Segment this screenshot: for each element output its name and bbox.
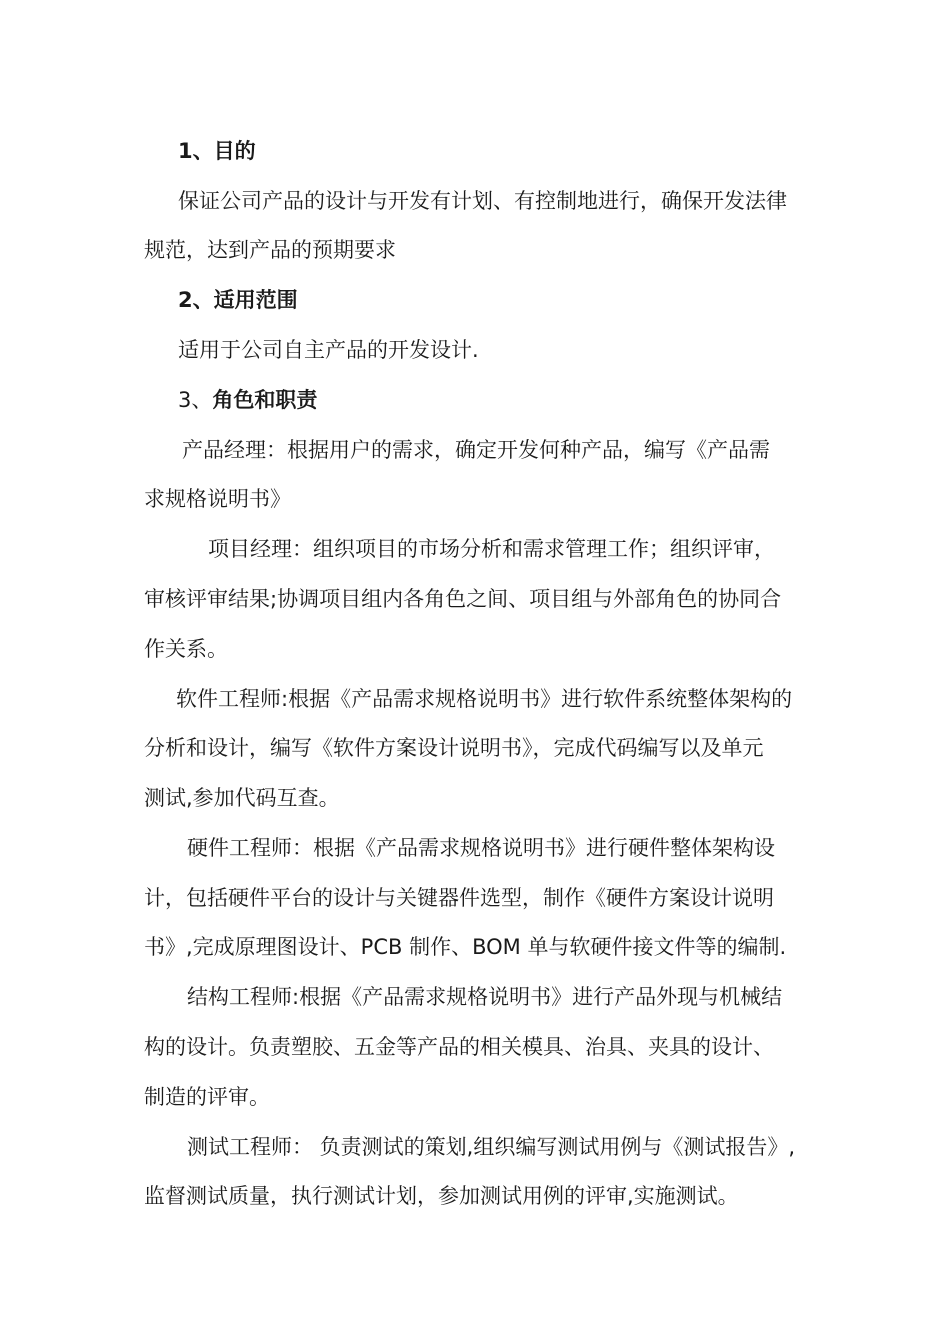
purpose-text-line-1: 保证公司产品的设计与开发有计划、有控制地进行，确保开发法律 bbox=[178, 189, 787, 213]
product-manager-line-1: 产品经理：根据用户的需求，确定开发何种产品，编写《产品需 bbox=[182, 438, 770, 462]
heading-roles-text: 角色和职责 bbox=[212, 388, 318, 412]
software-engineer-line-2: 分析和设计，编写《软件方案设计说明书》，完成代码编写以及单元 bbox=[144, 736, 764, 760]
heading-purpose: 1、目的 bbox=[178, 139, 256, 163]
project-manager-line-1: 项目经理：组织项目的市场分析和需求管理工作；组织评审， bbox=[208, 537, 775, 561]
structural-engineer-line-3: 制造的评审。 bbox=[144, 1085, 270, 1109]
hardware-engineer-line-1: 硬件工程师：根据《产品需求规格说明书》进行硬件整体架构设 bbox=[187, 836, 775, 860]
heading-scope: 2、适用范围 bbox=[178, 288, 298, 312]
structural-engineer-line-2: 构的设计。负责塑胶、五金等产品的相关模具、治具、夹具的设计、 bbox=[144, 1035, 774, 1059]
purpose-text-line-2: 规范，达到产品的预期要求 bbox=[144, 238, 396, 262]
project-manager-line-3: 作关系。 bbox=[144, 637, 228, 661]
test-engineer-line-1: 测试工程师： 负责测试的策划,组织编写测试用例与《测试报告》, bbox=[187, 1135, 796, 1159]
hardware-engineer-line-2: 计，包括硬件平台的设计与关键器件选型，制作《硬件方案设计说明 bbox=[144, 886, 774, 910]
heading-roles bbox=[178, 385, 317, 415]
software-engineer-line-3: 测试,参加代码互查。 bbox=[144, 786, 340, 810]
software-engineer-line-1: 软件工程师:根据《产品需求规格说明书》进行软件系统整体架构的 bbox=[176, 687, 793, 711]
product-manager-line-2: 求规格说明书》 bbox=[144, 487, 291, 511]
project-manager-line-2: 审核评审结果;协调项目组内各角色之间、项目组与外部角色的协同合 bbox=[144, 587, 782, 611]
scope-text: 适用于公司自主产品的开发设计. bbox=[178, 338, 479, 362]
hardware-engineer-line-3: 书》,完成原理图设计、PCB 制作、BOM 单与软硬件接文件等的编制. bbox=[144, 935, 787, 959]
heading-roles-number: 3、 bbox=[178, 388, 213, 412]
test-engineer-line-2: 监督测试质量，执行测试计划，参加测试用例的评审,实施测试。 bbox=[144, 1184, 739, 1208]
structural-engineer-line-1: 结构工程师:根据《产品需求规格说明书》进行产品外现与机械结 bbox=[187, 985, 783, 1009]
